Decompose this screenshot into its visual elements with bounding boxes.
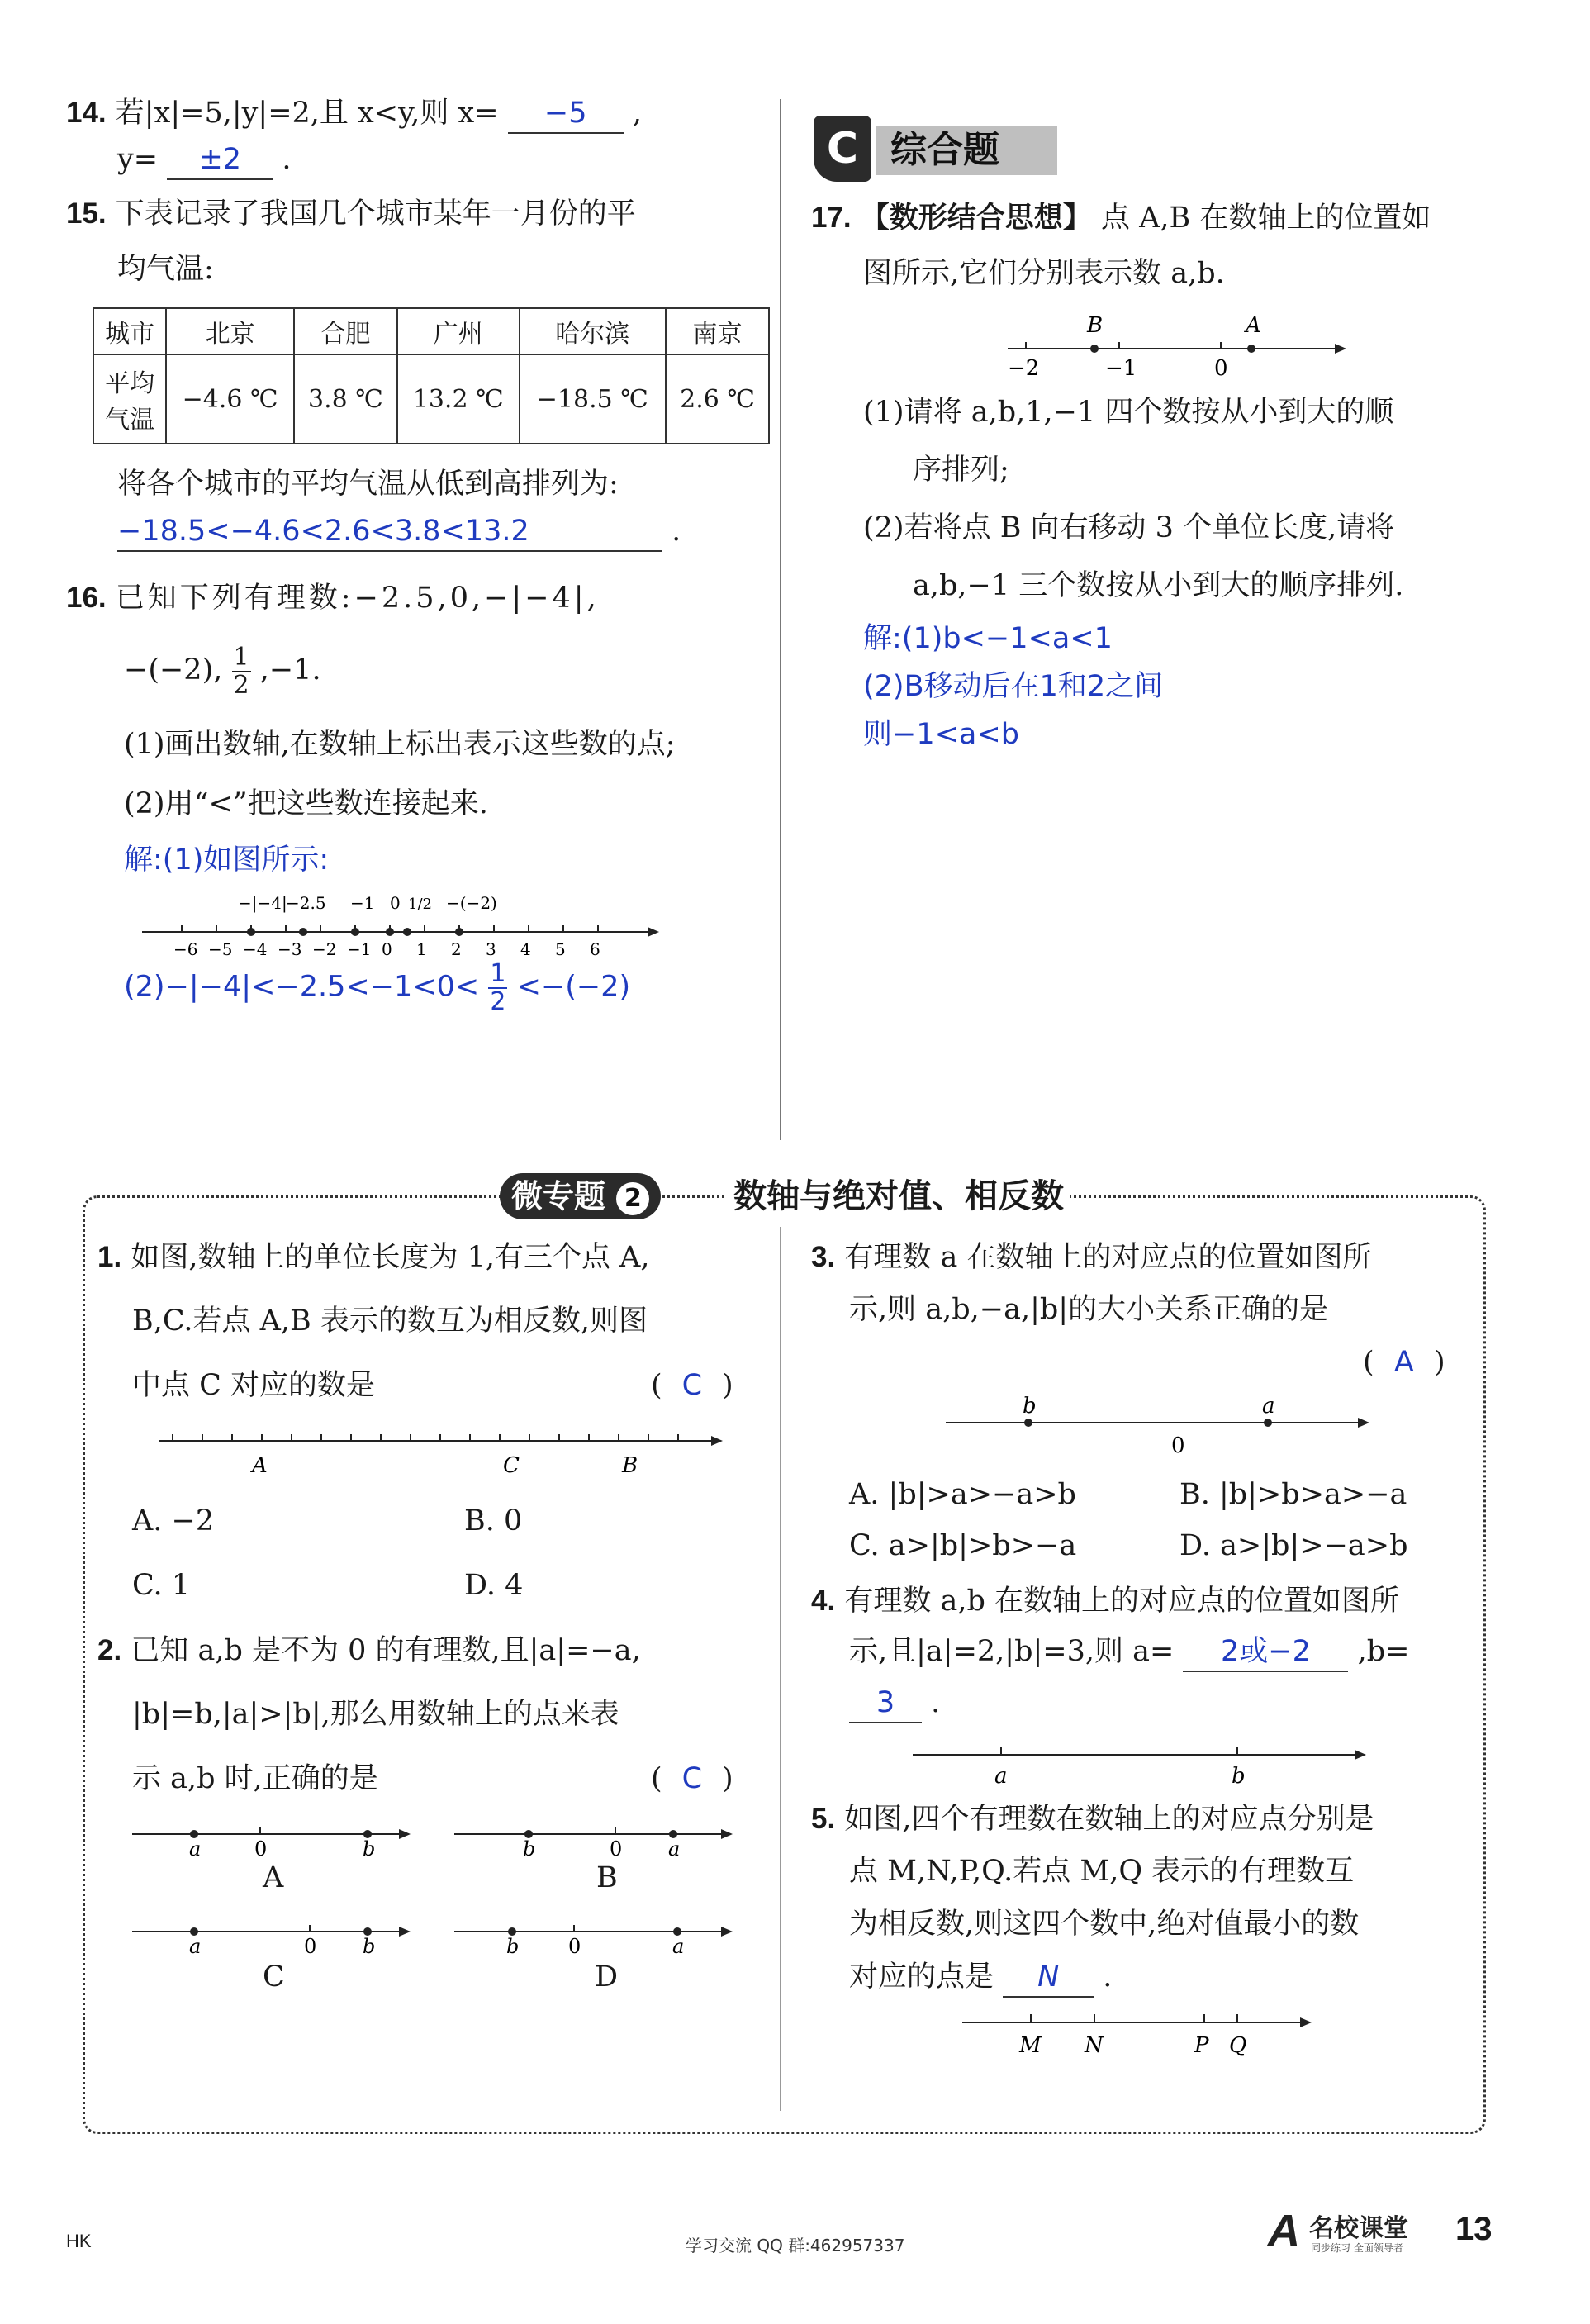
- topic-badge-text: 微专题: [511, 1178, 606, 1214]
- q14-line2: [117, 142, 292, 180]
- q16-sol2-b: <−(−2): [516, 970, 631, 1004]
- axis-arrow: [1355, 1750, 1366, 1760]
- p3-line1: [811, 1239, 1371, 1276]
- label-a: a: [189, 1935, 202, 1956]
- axis-arrow: [399, 1829, 411, 1839]
- p2-option-a-line: [128, 1818, 417, 1859]
- p2-option-d-label: D: [595, 1960, 619, 1994]
- axis-arrow: [648, 927, 659, 937]
- p2-number: 2.: [97, 1634, 122, 1666]
- tick-label: 6: [590, 939, 600, 959]
- q15-number: 15.: [66, 197, 107, 230]
- label-b: b: [506, 1935, 520, 1956]
- q15-prompt: 将各个城市的平均气温从低到高排列为:: [117, 468, 619, 501]
- marked-point: [403, 928, 411, 936]
- fraction-denominator: 2: [490, 986, 506, 1016]
- q17-part2-a: (2)若将点 B 向右移动 3 个单位长度,请将: [863, 511, 1395, 544]
- label-b: B: [1087, 313, 1104, 338]
- marked-point: [386, 928, 394, 936]
- p2-answer-paren: [651, 1761, 733, 1798]
- p1-answer-paren: [651, 1368, 733, 1404]
- marked-point: [351, 928, 359, 936]
- paren-left: (: [1363, 1346, 1374, 1379]
- p5-period: .: [1103, 1960, 1113, 1994]
- q16-solution-2: [124, 961, 630, 1015]
- p4-line1: [811, 1583, 1399, 1620]
- label-half: 1/2: [408, 896, 432, 913]
- p2-text-1: 已知 a,b 是不为 0 的有理数,且|a|=−a,: [131, 1634, 641, 1667]
- label-p: P: [1194, 2033, 1209, 2058]
- label-m: M: [1019, 2033, 1042, 2058]
- p2-text-2: |b|=b,|a|>|b|,那么用数轴上的点来表: [132, 1698, 619, 1731]
- label-neg-neg-2: −(−2): [446, 893, 497, 913]
- label-b: b: [1232, 1764, 1246, 1789]
- table-header-label: 城市: [93, 308, 166, 354]
- axis-arrow: [1300, 2017, 1312, 2027]
- footer-left: HK: [66, 2231, 92, 2251]
- q15-text-2: 均气温:: [117, 253, 214, 286]
- paren-right: ): [721, 1369, 733, 1402]
- city-cell: 哈尔滨: [520, 308, 667, 354]
- p1-text-1: 如图,数轴上的单位长度为 1,有三个点 A,: [131, 1241, 650, 1274]
- q14-text-y: y=: [117, 143, 159, 176]
- marked-point: [455, 928, 463, 936]
- axis-arrow: [1335, 344, 1346, 354]
- p2-text-3: 示 a,b 时,正确的是: [132, 1762, 378, 1795]
- temp-cell: 3.8 ℃: [294, 354, 397, 444]
- label-b: B: [622, 1453, 638, 1478]
- q17-part1-a: (1)请将 a,b,1,−1 四个数按从小到大的顺: [863, 396, 1394, 429]
- p5-number: 5.: [811, 1803, 836, 1835]
- label-b: b: [523, 1837, 536, 1859]
- city-cell: 北京: [166, 308, 294, 354]
- label-zero: 0: [390, 893, 401, 913]
- q16-text-1: 已知下列有理数:−2.5,0,−|−4|,: [115, 582, 600, 615]
- q17-number: 17.: [811, 202, 852, 234]
- label-neg-1: −1: [350, 893, 375, 913]
- point-a: [1264, 1419, 1272, 1427]
- p3-number: 3.: [811, 1241, 836, 1273]
- axis-arrow: [399, 1927, 411, 1937]
- q17-part1-b: 序排列;: [913, 454, 1009, 487]
- section-c-title: 综合题: [890, 129, 999, 171]
- q16-part2: (2)用“<”把这些数连接起来.: [124, 787, 488, 820]
- label-b: b: [363, 1935, 376, 1956]
- fraction-half-2: [488, 961, 507, 1015]
- tick-label: 0: [382, 939, 392, 959]
- axis-arrow: [711, 1436, 723, 1446]
- topic-badge: [500, 1173, 661, 1219]
- q14-answer-x: −5: [508, 96, 624, 134]
- footer-qq: 学习交流 QQ 群:462957337: [686, 2236, 905, 2255]
- label-0: 0: [304, 1935, 317, 1956]
- brand-subtitle: 同步练习 全面领导者: [1311, 2242, 1403, 2254]
- temp-cell: −18.5 ℃: [520, 354, 667, 444]
- p2-option-a-label: A: [263, 1861, 284, 1894]
- tick-label: 5: [555, 939, 566, 959]
- p1-line1: [97, 1239, 650, 1276]
- point-b: [1090, 345, 1099, 353]
- q15-answer: −18.5<−4.6<2.6<3.8<13.2: [117, 514, 662, 552]
- p4-number: 4.: [811, 1585, 836, 1617]
- tick-label: −4: [243, 939, 268, 959]
- p1-number-line: [153, 1421, 731, 1479]
- paren-right: ): [721, 1762, 733, 1795]
- p3-text-2: 示,则 a,b,−a,|b|的大小关系正确的是: [849, 1293, 1329, 1326]
- topic-badge-number: 2: [616, 1182, 649, 1215]
- p4-text-1: 有理数 a,b 在数轴上的对应点的位置如图所: [844, 1585, 1399, 1618]
- q16-part1: (1)画出数轴,在数轴上标出表示这些数的点;: [124, 728, 676, 761]
- label-0: 0: [1171, 1433, 1185, 1458]
- tick-label: −5: [208, 939, 233, 959]
- q16-number: 16.: [66, 582, 107, 614]
- p2-option-c-line: [128, 1915, 417, 1956]
- q16-number-line: [132, 891, 669, 965]
- p4-answer-a: 2或−2: [1183, 1634, 1348, 1672]
- label-b: b: [1023, 1395, 1037, 1419]
- p1-answer: C: [681, 1369, 703, 1402]
- q16-sol2-a: (2)−|−4|<−2.5<−1<0<: [124, 970, 480, 1004]
- q17-text-2: 图所示,它们分别表示数 a,b.: [863, 257, 1225, 290]
- marked-point: [247, 928, 255, 936]
- label-neg-2-5: −2.5: [286, 893, 326, 913]
- label-a: a: [668, 1837, 681, 1859]
- tick-label: 3: [486, 939, 496, 959]
- brand-logo-icon: A: [1268, 2206, 1300, 2255]
- q15-line1: [66, 196, 636, 233]
- p5-answer: N: [1003, 1960, 1094, 1998]
- tick-label: −6: [173, 939, 198, 959]
- temperature-table: [93, 307, 770, 444]
- p1-number: 1.: [97, 1241, 122, 1273]
- label-a: a: [1262, 1395, 1275, 1419]
- topic-column-divider: [780, 1227, 781, 2111]
- p4-number-line: [909, 1735, 1371, 1793]
- tick-label: 4: [520, 939, 531, 959]
- q15-answer-line: [117, 514, 681, 552]
- axis-arrow: [721, 1829, 733, 1839]
- p1-option-b: B. 0: [464, 1504, 523, 1537]
- p2-line1: [97, 1633, 641, 1670]
- q14-line1: [66, 95, 642, 134]
- city-cell: 南京: [666, 308, 769, 354]
- page-number: 13: [1455, 2211, 1493, 2247]
- p1-text-2: B,C.若点 A,B 表示的数互为相反数,则图: [132, 1305, 648, 1338]
- p3-answer-paren: [1363, 1345, 1445, 1381]
- q16-solution-1: 解:(1)如图所示:: [124, 844, 330, 877]
- q16-text-2a: −(−2),: [124, 653, 223, 687]
- p4-answer-b: 3: [849, 1685, 922, 1723]
- q14-number: 14.: [66, 97, 107, 129]
- temp-cell: 13.2 ℃: [397, 354, 520, 444]
- p1-option-d: D. 4: [464, 1569, 524, 1602]
- q15-text-1: 下表记录了我国几个城市某年一月份的平: [115, 197, 636, 230]
- temp-cell: −4.6 ℃: [166, 354, 294, 444]
- label-a: a: [189, 1837, 202, 1859]
- p5-line1: [811, 1801, 1374, 1838]
- q16-line1: [66, 580, 600, 617]
- p2-option-c-label: C: [263, 1960, 285, 1994]
- fraction-numerator: 1: [490, 959, 506, 988]
- q17-line1: [811, 200, 1431, 237]
- p3-answer: A: [1393, 1346, 1414, 1379]
- p4-line2: [849, 1634, 1409, 1672]
- p3-option-c: C. a>|b|>b>−a: [849, 1529, 1077, 1562]
- p4-text-2b: ,b=: [1357, 1635, 1410, 1668]
- row-label-line-1: 平均: [105, 369, 155, 398]
- p4-text-2a: 示,且|a|=2,|b|=3,则 a=: [849, 1635, 1175, 1668]
- p2-option-b-line: [450, 1818, 739, 1859]
- q17-tag: 【数形结合思想】: [860, 202, 1092, 235]
- tick-label: −2: [312, 939, 337, 959]
- q14-answer-y: ±2: [167, 142, 273, 180]
- q17-number-line: [999, 307, 1355, 382]
- q16-text-2b: ,−1.: [259, 653, 321, 687]
- p2-option-d-line: [450, 1915, 739, 1956]
- section-c-badge: C: [814, 116, 871, 182]
- label-0: 0: [568, 1935, 581, 1956]
- table-row-label: [93, 354, 166, 444]
- tick-label-neg-2: −2: [1008, 356, 1040, 381]
- fraction-denominator: 2: [233, 670, 249, 700]
- point-a: [1247, 345, 1255, 353]
- p4-line3: [849, 1685, 940, 1723]
- p3-text-1: 有理数 a 在数轴上的对应点的位置如图所: [844, 1241, 1372, 1274]
- tick-label: −3: [278, 939, 302, 959]
- city-cell: 合肥: [294, 308, 397, 354]
- p3-number-line: [942, 1395, 1379, 1461]
- label-neg-abs-4: −|−4|: [238, 893, 287, 913]
- p5-text-4: 对应的点是: [849, 1960, 994, 1994]
- label-0: 0: [254, 1837, 268, 1859]
- p3-option-b: B. |b|>b>a>−a: [1179, 1478, 1407, 1511]
- q14-comma: ,: [632, 97, 642, 130]
- p4-period: .: [931, 1686, 941, 1719]
- q15-period: .: [672, 515, 681, 548]
- axis-arrow: [721, 1927, 733, 1937]
- label-a: a: [994, 1764, 1008, 1789]
- tick-label-0: 0: [1214, 356, 1228, 381]
- p3-option-a: A. |b|>a>−a>b: [849, 1478, 1076, 1511]
- q17-solution-1: 解:(1)b<−1<a<1: [863, 622, 1113, 655]
- q16-line2: [124, 644, 321, 698]
- topic-title: 数轴与绝对值、相反数: [727, 1173, 1070, 1219]
- label-q: Q: [1229, 2033, 1247, 2058]
- q17-solution-2: (2)B移动后在1和2之间: [863, 670, 1164, 703]
- p1-option-c: C. 1: [132, 1569, 191, 1602]
- row-label-line-2: 气温: [105, 406, 155, 435]
- label-n: N: [1085, 2033, 1104, 2058]
- tick-label: 1: [416, 939, 427, 959]
- label-a: a: [672, 1935, 685, 1956]
- tick-label: −1: [347, 939, 372, 959]
- paren-left: (: [651, 1762, 662, 1795]
- q17-part2-b: a,b,−1 三个数按从小到大的顺序排列.: [913, 569, 1404, 602]
- paren-right: ): [1433, 1346, 1445, 1379]
- axis-arrow: [1358, 1418, 1369, 1428]
- marked-point: [299, 928, 307, 936]
- label-a: A: [1246, 313, 1261, 338]
- q17-solution-3: 则−1<a<b: [863, 718, 1019, 751]
- point-b: [1024, 1419, 1032, 1427]
- label-b: b: [363, 1837, 376, 1859]
- label-0: 0: [610, 1837, 623, 1859]
- tick-label-neg-1: −1: [1105, 356, 1137, 381]
- p5-number-line: [958, 2006, 1322, 2064]
- fraction-numerator: 1: [233, 643, 249, 672]
- p5-line4: [849, 1960, 1112, 1998]
- q14-text: 若|x|=5,|y|=2,且 x<y,则 x=: [115, 97, 499, 130]
- paren-left: (: [651, 1369, 662, 1402]
- label-c: C: [503, 1453, 520, 1478]
- p5-text-1: 如图,四个有理数在数轴上的对应点分别是: [844, 1803, 1374, 1836]
- p1-text-3: 中点 C 对应的数是: [132, 1369, 376, 1402]
- p3-option-d: D. a>|b|>−a>b: [1179, 1529, 1408, 1562]
- q14-period: .: [282, 143, 292, 176]
- column-divider: [780, 99, 781, 1140]
- fraction-half: [232, 644, 251, 698]
- q17-text-1: 点 A,B 在数轴上的位置如: [1100, 202, 1431, 235]
- brand-name: 名校课堂: [1309, 2214, 1408, 2243]
- city-cell: 广州: [397, 308, 520, 354]
- label-a: A: [252, 1453, 268, 1478]
- p2-option-b-label: B: [596, 1861, 618, 1894]
- p2-answer: C: [681, 1762, 703, 1795]
- tick-label: 2: [451, 939, 462, 959]
- p5-text-2: 点 M,N,P,Q.若点 M,Q 表示的有理数互: [849, 1855, 1355, 1888]
- p1-option-a: A. −2: [132, 1504, 215, 1537]
- p5-text-3: 为相反数,则这四个数中,绝对值最小的数: [849, 1908, 1360, 1941]
- temp-cell: 2.6 ℃: [666, 354, 769, 444]
